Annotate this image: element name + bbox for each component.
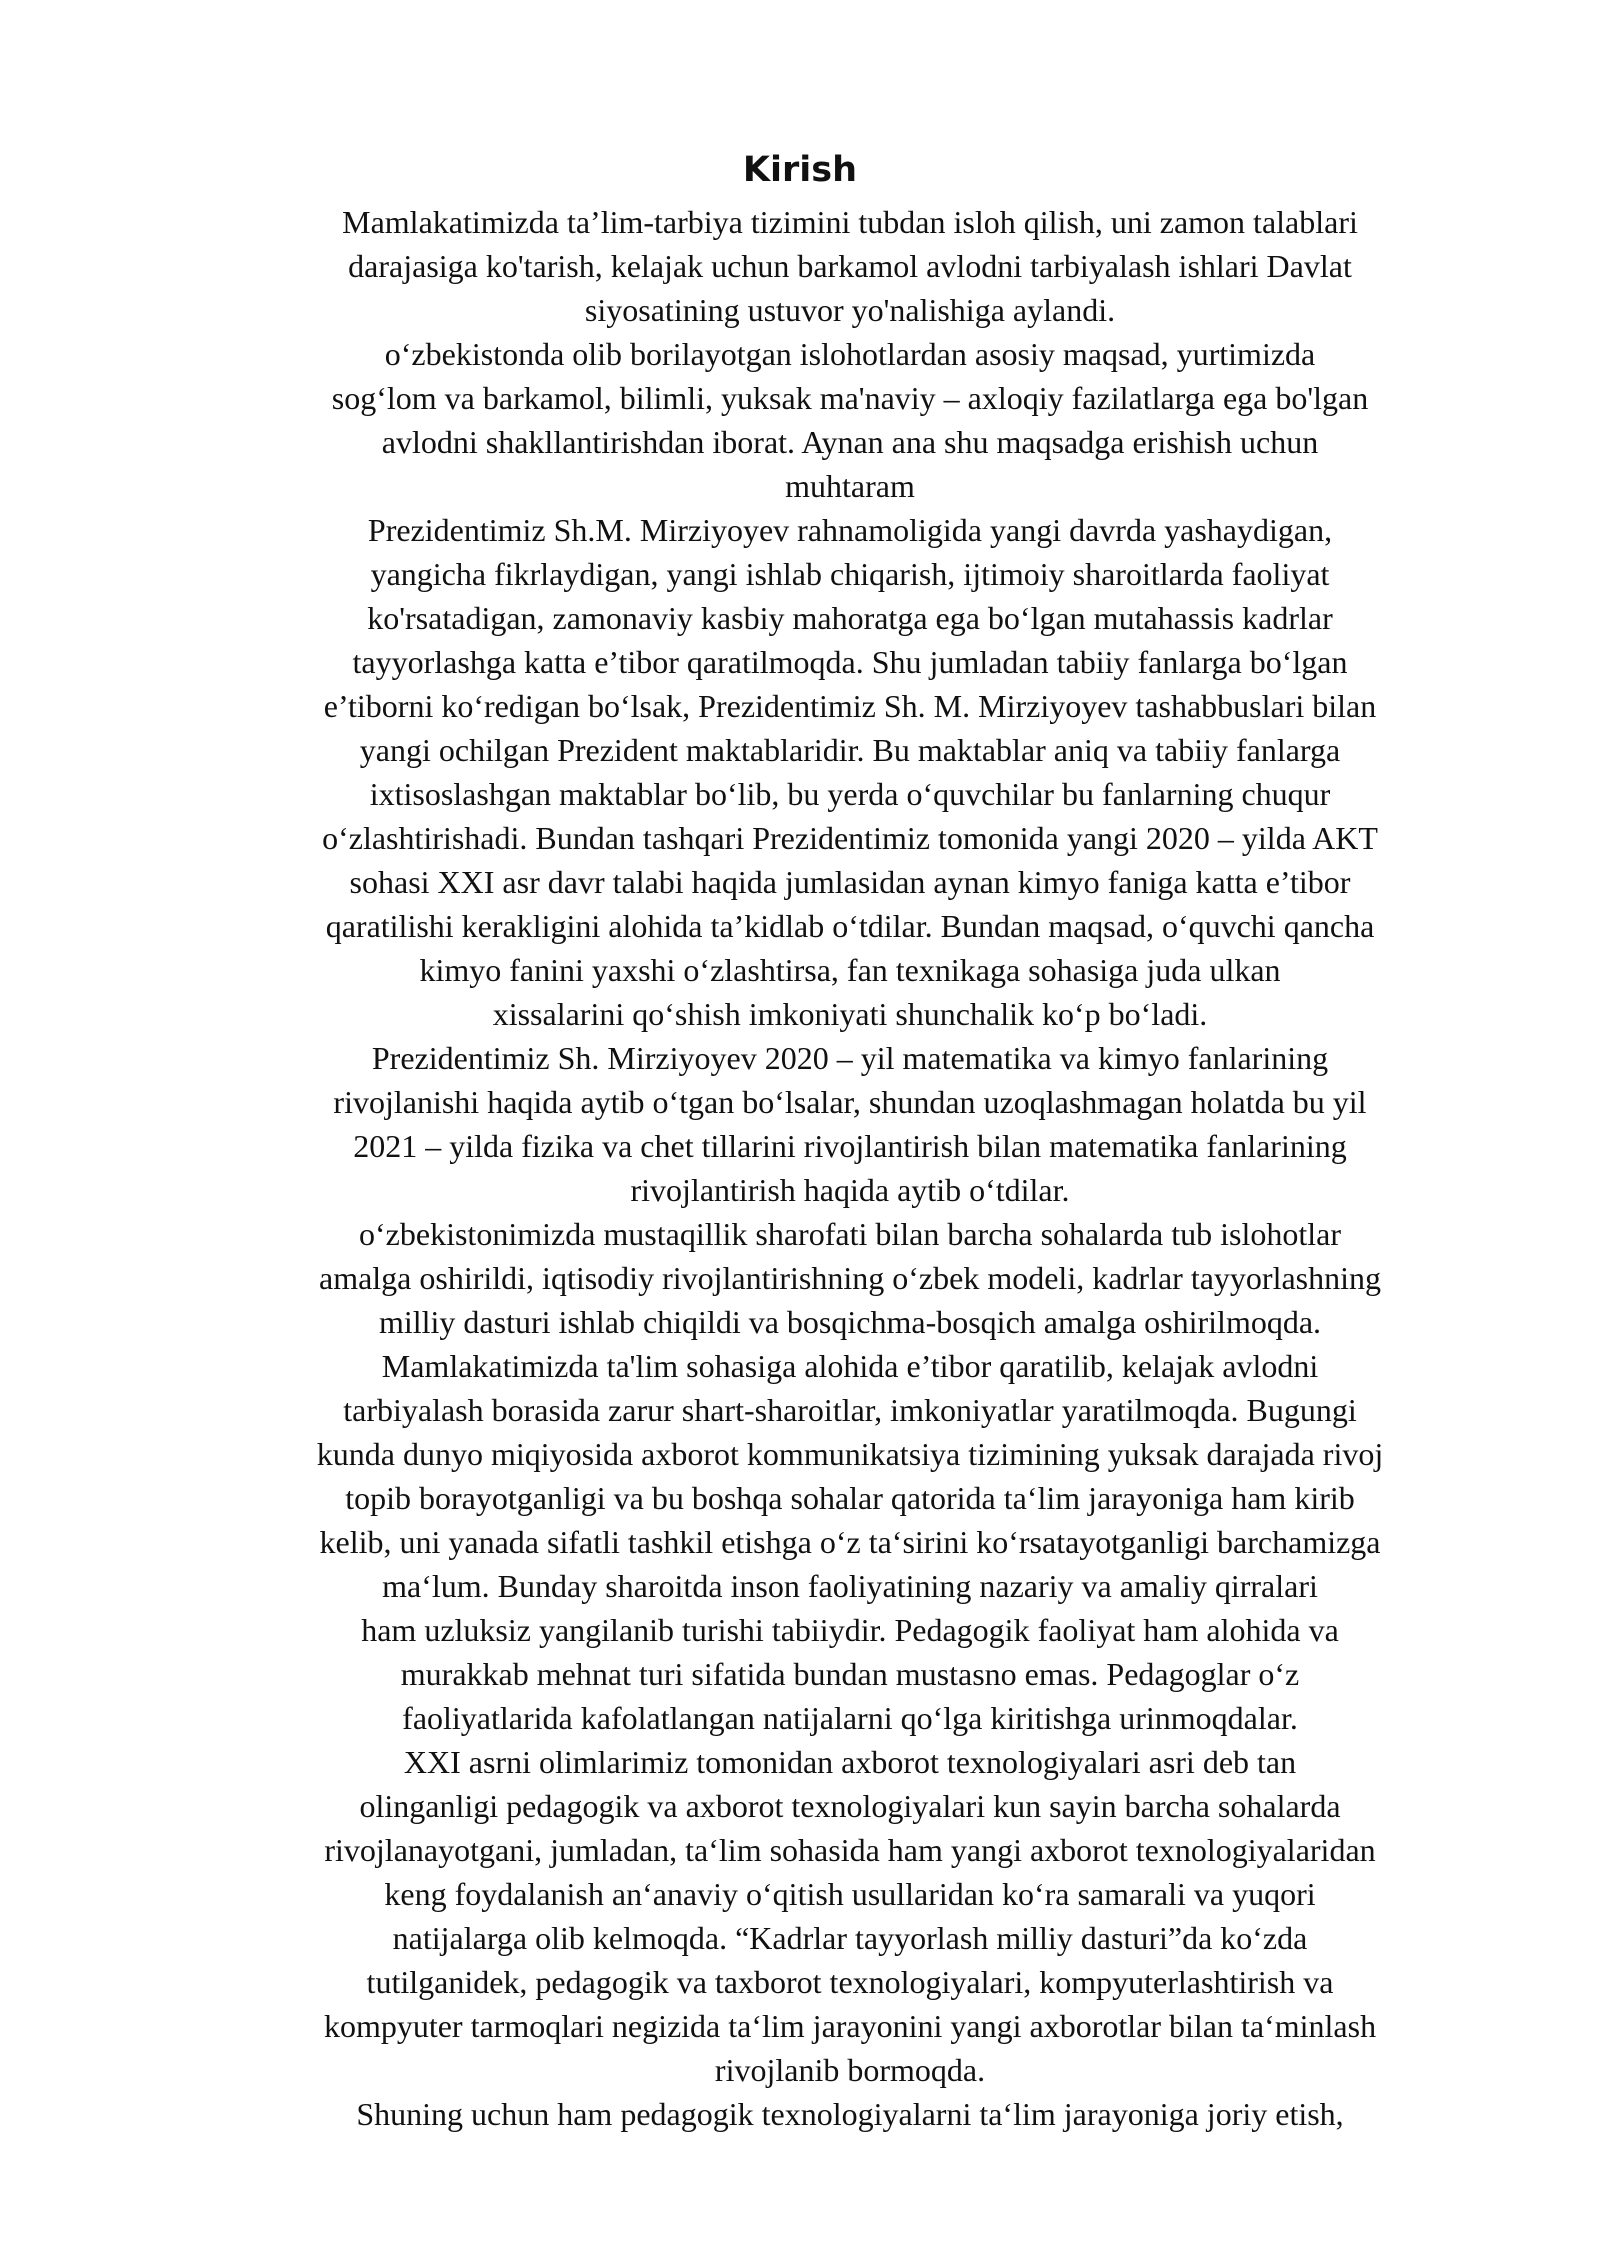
text-line: amalga oshirildi, iqtisodiy rivojlantirishning o‘zbek modeli, kadrlar tayyorlashning	[318, 1260, 1381, 1296]
text-line: yangicha fikrlaydigan, yangi ishlab chiqarish, ijtimoiy sharoitlarda faoliyat	[370, 556, 1330, 592]
text-line: 2021 – yilda fizika va chet tillarini rivojlantirish bilan matematika fanlarining	[353, 1128, 1347, 1164]
text-line: darajasiga ko'tarish, kelajak uchun barkamol avlodni tarbiyalash ishlari Davlat	[348, 248, 1352, 284]
text-line: ixtisoslashgan maktablar bo‘lib, bu yerda o‘quvchilar bu fanlarning chuqur	[369, 776, 1331, 812]
text-line: o‘zbekistonda olib borilayotgan islohotlardan asosiy maqsad, yurtimizda	[384, 336, 1316, 372]
text-line: olinganligi pedagogik va axborot texnologiyalari kun sayin barcha sohalarda	[359, 1788, 1341, 1824]
text-line: xissalarini qo‘shish imkoniyati shunchalik ko‘p bo‘ladi.	[492, 996, 1208, 1032]
text-line: ko'rsatadigan, zamonaviy kasbiy mahoratga ega bo‘lgan mutahassis kadrlar	[367, 600, 1333, 636]
text-line: murakkab mehnat turi sifatida bundan mustasno emas. Pedagoglar o‘z	[400, 1656, 1300, 1692]
text-line: rivojlantirish haqida aytib o‘tdilar.	[630, 1172, 1070, 1208]
text-line: sohasi XXI asr davr talabi haqida jumlasidan aynan kimyo faniga katta e’tibor	[349, 864, 1351, 900]
text-line: faoliyatlarida kafolatlangan natijalarni qo‘lga kiritishga urinmoqdalar.	[402, 1700, 1298, 1736]
text-line: e’tiborni ko‘redigan bo‘lsak, Prezidentimiz Sh. M. Mirziyoyev tashabbuslari bilan	[323, 688, 1377, 724]
text-line: Prezidentimiz Sh. Mirziyoyev 2020 – yil matematika va kimyo fanlarining	[371, 1040, 1329, 1076]
document-title: Kirish	[742, 150, 858, 190]
document-body	[210, 200, 1490, 2136]
text-line: topib borayotganligi va bu boshqa sohalar qatorida ta‘lim jarayoniga ham kirib	[345, 1480, 1355, 1516]
text-line: Shuning uchun ham pedagogik texnologiyalarni ta‘lim jarayoniga joriy etish,	[356, 2096, 1344, 2132]
text-line: muhtaram	[785, 468, 915, 504]
text-line: kelib, uni yanada sifatli tashkil etishga o‘z ta‘sirini ko‘rsatayotganligi barchamizga	[319, 1524, 1381, 1560]
text-line: kompyuter tarmoqlari negizida ta‘lim jarayonini yangi axborotlar bilan ta‘minlash	[323, 2008, 1377, 2044]
text-line: yangi ochilgan Prezident maktablaridir. Bu maktablar aniq va tabiiy fanlarga	[359, 732, 1341, 768]
text-line: avlodni shakllantirishdan iborat. Aynan ana shu maqsadga erishish uchun	[381, 424, 1319, 460]
text-line: o‘zbekistonimizda mustaqillik sharofati bilan barcha sohalarda tub islohotlar	[359, 1216, 1341, 1252]
text-line: Mamlakatimizda ta'lim sohasiga alohida e’tibor qaratilib, kelajak avlodni	[381, 1348, 1319, 1384]
text-line: rivojlanayotgani, jumladan, ta‘lim sohasida ham yangi axborot texnologiyalaridan	[324, 1832, 1376, 1868]
text-line: o‘zlashtirishadi. Bundan tashqari Prezidentimiz tomonida yangi 2020 – yilda AKT	[322, 820, 1378, 856]
text-line: Mamlakatimizda ta’lim-tarbiya tizimini tubdan isloh qilish, uni zamon talablari	[342, 204, 1358, 240]
text-line: milliy dasturi ishlab chiqildi va bosqichma-bosqich amalga oshirilmoqda.	[378, 1304, 1322, 1340]
text-line: XXI asrni olimlarimiz tomonidan axborot texnologiyalari asri deb tan	[403, 1744, 1297, 1780]
text-line: rivojlanib bormoqda.	[714, 2052, 986, 2088]
text-line: kunda dunyo miqiyosida axborot kommunikatsiya tizimining yuksak darajada rivoj	[316, 1436, 1384, 1472]
text-line: tarbiyalash borasida zarur shart-sharoitlar, imkoniyatlar yaratilmoqda. Bugungi	[343, 1392, 1357, 1428]
text-line: kimyo fanini yaxshi o‘zlashtirsa, fan texnikaga sohasiga juda ulkan	[419, 952, 1281, 988]
text-line: siyosatining ustuvor yo'nalishiga aylandi.	[584, 292, 1116, 328]
text-line: tayyorlashga katta e’tibor qaratilmoqda. Shu jumladan tabiiy fanlarga bo‘lgan	[352, 644, 1348, 680]
text-line: qaratilishi kerakligini alohida ta’kidlab o‘tdilar. Bundan maqsad, o‘quvchi qancha	[325, 908, 1375, 944]
text-line: keng foydalanish an‘anaviy o‘qitish usullaridan ko‘ra samarali va yuqori	[384, 1876, 1316, 1912]
text-line: ham uzluksiz yangilanib turishi tabiiydir. Pedagogik faoliyat ham alohida va	[361, 1612, 1339, 1648]
text-line: rivojlanishi haqida aytib o‘tgan bo‘lsalar, shundan uzoqlashmagan holatda bu yil	[333, 1084, 1367, 1120]
text-line: Prezidentimiz Sh.M. Mirziyoyev rahnamoligida yangi davrda yashaydigan,	[367, 512, 1333, 548]
text-line: ma‘lum. Bunday sharoitda inson faoliyatining nazariy va amaliy qirralari	[382, 1568, 1318, 1604]
text-line: sog‘lom va barkamol, bilimli, yuksak ma'naviy – axloqiy fazilatlarga ega bo'lgan	[331, 380, 1369, 416]
text-line: tutilganidek, pedagogik va taxborot texnologiyalari, kompyuterlashtirish va	[366, 1964, 1334, 2000]
text-line: natijalarga olib kelmoqda. “Kadrlar tayyorlash milliy dasturi”da ko‘zda	[392, 1920, 1308, 1956]
